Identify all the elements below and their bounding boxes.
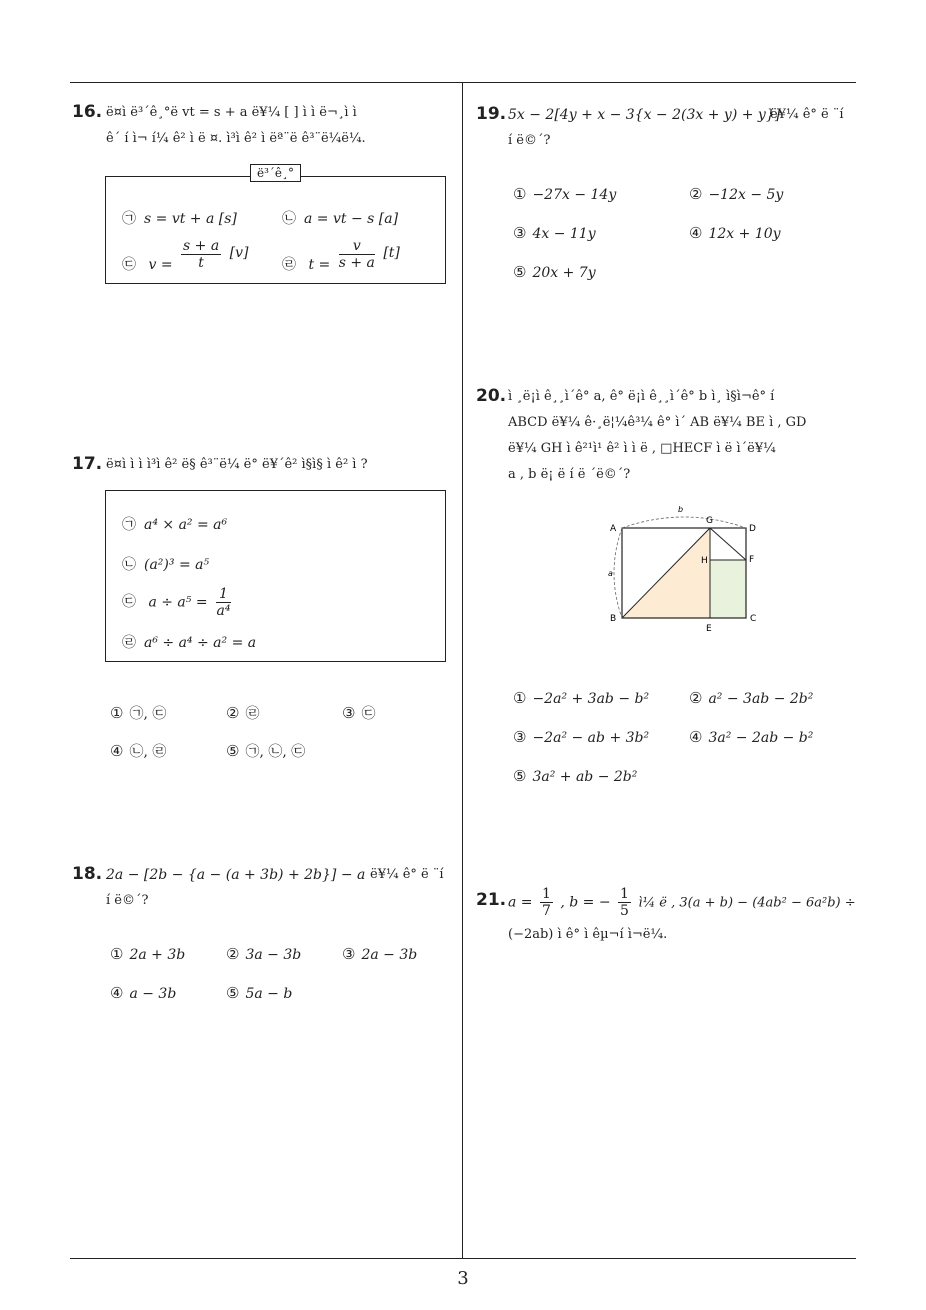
- question-text-line: ê´ í ì¬ í¼ ê² ì ë ¤. ì³ì ê² ì ëª¨ë ê³¨ë¼ë¼.: [106, 131, 366, 146]
- question-21-line1: [508, 886, 856, 919]
- choice-value: 12x + 10y: [708, 226, 781, 242]
- denominator: 7: [541, 903, 551, 919]
- fold-line-gf: [710, 528, 746, 560]
- choice-number: ④: [110, 742, 124, 760]
- choice-value: ㉡, ㉣: [129, 744, 167, 760]
- question-number: 20.: [476, 386, 507, 406]
- item-expression: a = vt − s [a]: [304, 211, 399, 227]
- page-number: 3: [457, 1268, 469, 1289]
- rectangle-figure: [598, 500, 768, 635]
- choice-number: ④: [110, 984, 124, 1002]
- fraction: [540, 886, 553, 919]
- question-number: 16.: [72, 102, 103, 122]
- choice-number: ③: [342, 945, 356, 963]
- item-expression: a⁴ × a² = a⁶: [144, 517, 228, 533]
- question-number: 17.: [72, 454, 103, 474]
- item-marker: ㉠: [122, 517, 136, 533]
- answer-choice[interactable]: [689, 728, 813, 746]
- question-expression: 5x − 2[4y + x − 3{x − 2(3x + y) + y}]: [508, 107, 781, 123]
- choice-value: ㉠, ㉡, ㉢: [245, 744, 306, 760]
- choice-value: −27x − 14y: [532, 187, 617, 203]
- choice-value: 5a − b: [245, 986, 293, 1002]
- question-text-line: ì ¸ë¡ì ê¸¸ì´ê° a, ê° ë¡ì ê¸¸ì´ê° b ì¸ ì§ì¬ê° í: [508, 389, 775, 404]
- question-text-line: ABCD ë¥¼ ê·¸ë¦¼ê³¼ ê° ì´ AB ë¥¼ BE ì , GD: [508, 415, 807, 430]
- item-expression: s = vt + a [s]: [144, 211, 237, 227]
- numerator: v: [339, 238, 375, 255]
- question-text-line: ë¤ì ë³´ê¸°ë vt = s + a ë¥¼ [ ] ì ì ë¬¸ì ì: [106, 105, 357, 120]
- item-lhs: a ÷ a⁵ =: [148, 594, 208, 611]
- choice-number: ③: [513, 728, 527, 746]
- numerator: 1: [541, 886, 551, 902]
- item-marker: ㉣: [282, 256, 296, 273]
- fraction: [181, 238, 221, 271]
- question-text-line: ë¥¼ ê° ë ¨í: [770, 107, 844, 122]
- item-lhs: t =: [308, 256, 331, 273]
- numerator: 1: [620, 886, 629, 902]
- answer-choice[interactable]: [513, 263, 596, 281]
- fraction: [339, 238, 375, 271]
- item-marker: ㉡: [122, 557, 136, 573]
- choice-value: 2a + 3b: [129, 947, 186, 963]
- choice-value: −12x − 5y: [708, 187, 784, 203]
- answer-choice[interactable]: [689, 224, 781, 242]
- fraction: [216, 586, 231, 619]
- question-number: 18.: [72, 864, 103, 884]
- choice-value: 3a² + ab − 2b²: [532, 769, 638, 785]
- square-hecf: [710, 560, 746, 618]
- choice-value: 2a − 3b: [361, 947, 418, 963]
- item-marker: ㉣: [122, 635, 136, 651]
- arc-b: [622, 517, 746, 528]
- question-text-line: ë¤ì ì ì ì³ì ê² ë§ ê³¨ë¼ ë° ë¥´ê² ì§ì§ ì ê² ì ?: [106, 457, 368, 472]
- label-b-vertex: B: [610, 614, 617, 624]
- answer-choice[interactable]: [226, 741, 305, 761]
- item-marker: ㉢: [122, 256, 136, 273]
- answer-choice[interactable]: [513, 224, 596, 242]
- choice-number: ⑤: [226, 984, 240, 1002]
- choice-value: ㉢: [361, 706, 376, 722]
- question-text-line: a , b ë¡ ë í ë ´ë©´?: [508, 467, 631, 482]
- answer-choice[interactable]: [110, 945, 185, 963]
- choice-value: 4x − 11y: [532, 226, 596, 242]
- label-side-b: b: [678, 505, 684, 514]
- example-item: [282, 238, 400, 271]
- choice-value: 3a² − 2ab − b²: [708, 730, 814, 746]
- choice-number: ⑤: [226, 742, 240, 760]
- question-text-line: í ë©´?: [508, 133, 551, 148]
- example-item: [122, 208, 237, 228]
- answer-choice[interactable]: [513, 767, 637, 785]
- question-text-line: í ë©´?: [106, 893, 149, 908]
- answer-choice[interactable]: [689, 185, 783, 203]
- column-divider: [462, 82, 463, 1259]
- item-expression: (a²)³ = a⁵: [144, 557, 210, 573]
- item-marker: ㉢: [122, 593, 136, 610]
- question-text-line: ë¥¼ GH ì ê²¹ì¹ ê² ì ì ë , □HECF ì ë ì´ë¥¼: [508, 441, 776, 456]
- statement-item: [122, 554, 209, 574]
- choice-value: a − 3b: [129, 986, 177, 1002]
- statement-item: [122, 514, 227, 534]
- label-f-vertex: F: [749, 555, 755, 565]
- answer-choice[interactable]: [513, 689, 649, 707]
- statement-item: [122, 586, 231, 619]
- label-c-vertex: C: [750, 614, 757, 624]
- item-rest: [v]: [229, 244, 249, 261]
- statement-item: [122, 632, 256, 652]
- numerator: s + a: [183, 238, 220, 254]
- choice-number: ③: [342, 704, 356, 722]
- label-e-vertex: E: [706, 624, 712, 634]
- choice-value: −2a² − ab + 3b²: [532, 730, 650, 746]
- arc-a: [614, 528, 622, 618]
- label-a-vertex: A: [610, 524, 617, 534]
- example-item: [122, 238, 248, 271]
- denominator: s + a: [338, 255, 375, 271]
- item-lhs: v =: [148, 256, 173, 273]
- answer-choice[interactable]: [110, 984, 176, 1002]
- numerator: 1: [216, 586, 231, 603]
- example-box-title: ë³´ê¸°: [250, 164, 301, 182]
- item-rest: [t]: [383, 244, 400, 261]
- question-text-line: ì¼ ë , 3(a + b) − (4ab² − 6a²b) ÷: [638, 895, 856, 911]
- choice-number: ⑤: [513, 263, 527, 281]
- answer-choice[interactable]: [226, 984, 292, 1002]
- choice-number: ②: [226, 945, 240, 963]
- question-number: 21.: [476, 890, 507, 910]
- label-h-vertex: H: [701, 556, 708, 566]
- answer-choice[interactable]: [110, 741, 166, 761]
- answer-choice[interactable]: [110, 703, 166, 723]
- answer-choice[interactable]: [342, 703, 375, 723]
- choice-value: a² − 3ab − 2b²: [708, 691, 814, 707]
- a-definition: a =: [508, 894, 533, 911]
- question-text-line: ë¥¼ ê° ë ¨í: [370, 867, 444, 882]
- item-expression: a⁶ ÷ a⁴ ÷ a² = a: [144, 635, 257, 651]
- denominator: t: [198, 255, 204, 271]
- choice-value: 3a − 3b: [245, 947, 302, 963]
- item-marker: ㉡: [282, 211, 296, 227]
- choice-number: ①: [513, 185, 527, 203]
- choice-number: ①: [513, 689, 527, 707]
- choice-number: ④: [689, 224, 703, 242]
- question-text-line: (−2ab) ì ê° ì êµ¬í ì¬ë¼.: [508, 927, 668, 942]
- answer-choice[interactable]: [689, 689, 813, 707]
- item-marker: ㉠: [122, 211, 136, 227]
- denominator: a⁴: [216, 603, 231, 619]
- label-side-a: a: [608, 569, 613, 578]
- question-expression: 2a − [2b − {a − (a + 3b) + 2b}] − a: [106, 867, 366, 883]
- choice-value: ㉣: [245, 706, 260, 722]
- bottom-rule: [70, 1258, 856, 1259]
- choice-number: ④: [689, 728, 703, 746]
- top-rule: [70, 82, 856, 83]
- answer-choice[interactable]: [513, 185, 616, 203]
- label-g-vertex: G: [706, 516, 713, 526]
- choice-number: ⑤: [513, 767, 527, 785]
- choice-number: ①: [110, 704, 124, 722]
- choice-number: ②: [226, 704, 240, 722]
- choice-number: ③: [513, 224, 527, 242]
- choice-number: ②: [689, 185, 703, 203]
- answer-choice[interactable]: [226, 703, 259, 723]
- question-number: 19.: [476, 104, 507, 124]
- choice-value: 20x + 7y: [532, 265, 596, 281]
- answer-choice[interactable]: [226, 945, 301, 963]
- choice-number: ①: [110, 945, 124, 963]
- choice-number: ②: [689, 689, 703, 707]
- example-item: [282, 208, 398, 228]
- answer-choice[interactable]: [513, 728, 649, 746]
- choice-value: ㉠, ㉢: [129, 706, 167, 722]
- b-definition: , b = −: [560, 894, 611, 911]
- choice-value: −2a² + 3ab − b²: [532, 691, 650, 707]
- fraction: [618, 886, 631, 919]
- answer-choice[interactable]: [342, 945, 417, 963]
- denominator: 5: [620, 903, 629, 919]
- label-d-vertex: D: [749, 524, 756, 534]
